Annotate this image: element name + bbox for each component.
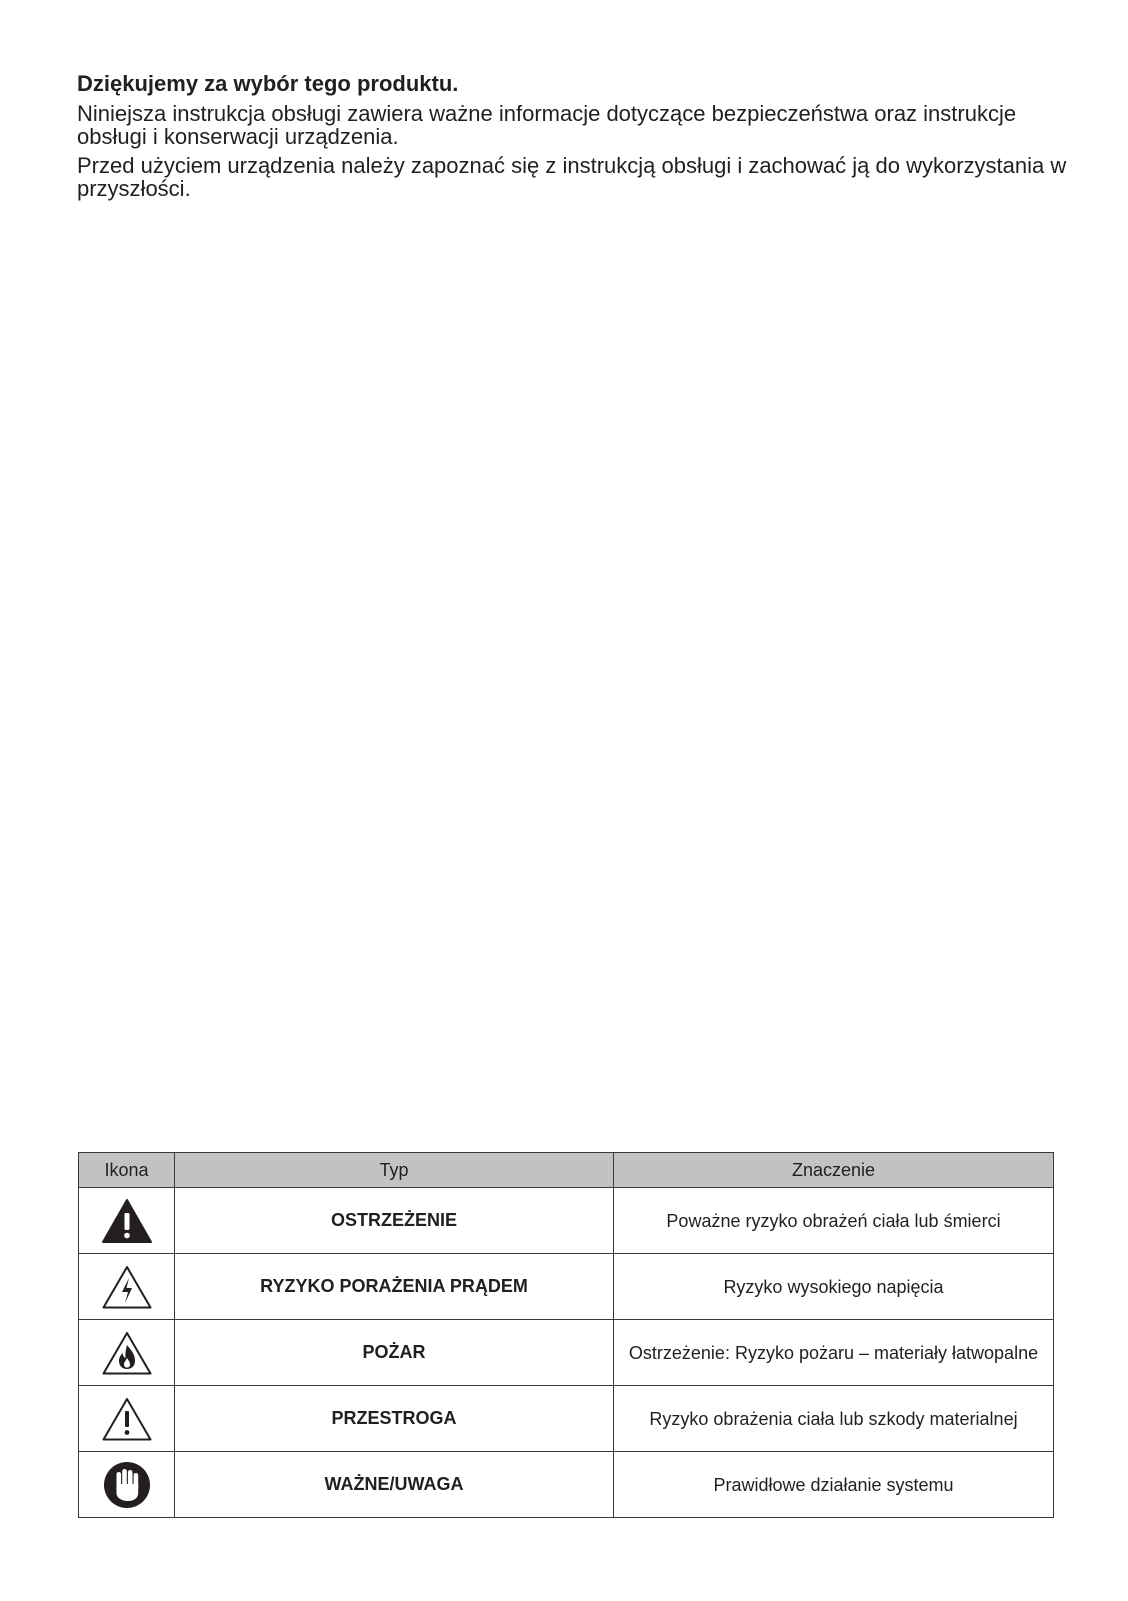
table-header-row — [79, 1153, 1054, 1188]
table-row — [79, 1320, 1054, 1386]
fire-icon — [101, 1330, 153, 1376]
intro-paragraph: Przed użyciem urządzenia należy zapoznać się z instrukcją obsługi i zachować ją do wykorzystania w przyszłości. — [77, 153, 1067, 201]
table-row — [79, 1188, 1054, 1254]
meaning-cell: Ryzyko obrażenia ciała lub szkody materialnej — [614, 1386, 1054, 1452]
icon-cell — [79, 1386, 175, 1452]
header-icon: Ikona — [79, 1153, 175, 1188]
safety-symbols-table — [78, 1152, 1054, 1518]
type-cell: RYZYKO PORAŻENIA PRĄDEM — [175, 1254, 614, 1320]
warning-filled-icon — [101, 1198, 153, 1244]
icon-cell — [79, 1320, 175, 1386]
type-cell: OSTRZEŻENIE — [175, 1188, 614, 1254]
stop-hand-icon — [102, 1460, 152, 1510]
icon-cell — [79, 1188, 175, 1254]
meaning-cell: Poważne ryzyko obrażeń ciała lub śmierci — [614, 1188, 1054, 1254]
meaning-cell: Prawidłowe działanie systemu — [614, 1452, 1054, 1518]
type-cell: POŻAR — [175, 1320, 614, 1386]
electric-shock-icon — [101, 1264, 153, 1310]
header-meaning: Znaczenie — [614, 1153, 1054, 1188]
type-cell: WAŻNE/UWAGA — [175, 1452, 614, 1518]
header-type: Typ — [175, 1153, 614, 1188]
icon-cell — [79, 1452, 175, 1518]
caution-icon — [101, 1396, 153, 1442]
table-row — [79, 1386, 1054, 1452]
meaning-cell: Ostrzeżenie: Ryzyko pożaru – materiały łatwopalne — [614, 1320, 1054, 1386]
table-row — [79, 1452, 1054, 1518]
intro-section — [77, 72, 1077, 206]
table-row — [79, 1254, 1054, 1320]
meaning-cell: Ryzyko wysokiego napięcia — [614, 1254, 1054, 1320]
intro-heading: Dziękujemy za wybór tego produktu. — [77, 71, 459, 96]
type-cell: PRZESTROGA — [175, 1386, 614, 1452]
intro-paragraph: Niniejsza instrukcja obsługi zawiera ważne informacje dotyczące bezpieczeństwa oraz instrukcje obsługi i konserwacji urządzenia. — [77, 101, 1017, 149]
icon-cell — [79, 1254, 175, 1320]
